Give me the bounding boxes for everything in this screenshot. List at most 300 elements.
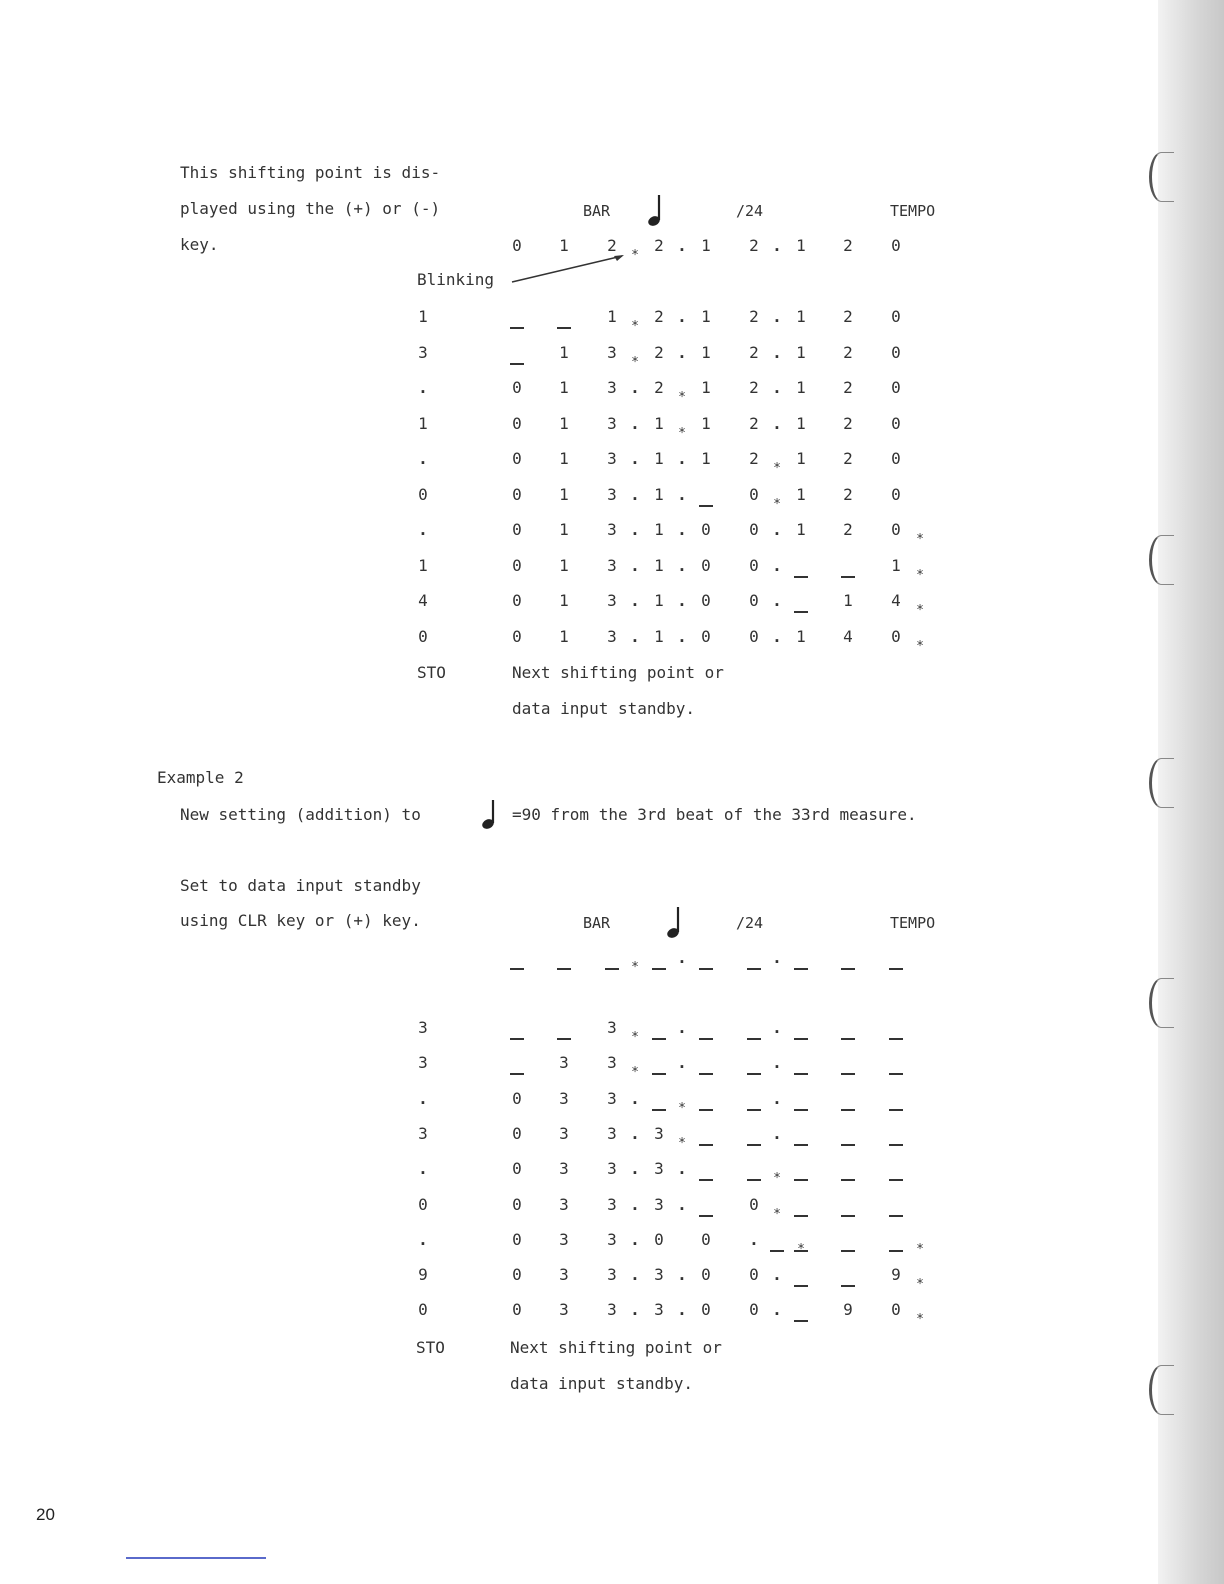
blank-digit — [841, 1285, 855, 1287]
display-digit: 2 — [654, 236, 664, 255]
display-digit: 3 — [654, 1265, 664, 1285]
key-pressed: 1 — [418, 307, 428, 326]
display-digit: 3 — [559, 1053, 569, 1073]
binder-hole — [1149, 535, 1174, 585]
display-digit: 3 — [559, 1159, 569, 1179]
separator-dot: . — [772, 591, 782, 610]
cursor-star: * — [631, 960, 639, 975]
separator-dot: . — [677, 1053, 687, 1073]
display-digit: 2 — [843, 413, 853, 433]
key-pressed: 4 — [418, 591, 428, 610]
blank-digit — [794, 1179, 808, 1181]
display-digit: 1 — [796, 307, 806, 326]
blank-digit — [699, 1179, 713, 1181]
display-digit: 0 — [512, 1159, 522, 1179]
display-digit: 0 — [891, 236, 901, 255]
separator-dot: . — [630, 449, 640, 468]
display-digit: 0 — [512, 1123, 522, 1143]
separator-dot: . — [772, 1088, 782, 1108]
blank-digit — [889, 1109, 903, 1111]
binder-hole — [1149, 758, 1174, 808]
blank-digit — [652, 968, 666, 970]
key-pressed: . — [418, 1088, 428, 1108]
separator-dot: . — [772, 236, 782, 255]
display-digit: 0 — [512, 236, 522, 255]
separator-dot: . — [630, 413, 640, 433]
separator-dot: . — [772, 626, 782, 646]
example-desc: =90 from the 3rd beat of the 33rd measure. — [512, 805, 917, 824]
display-digit: 0 — [891, 378, 901, 397]
quarter-note-icon — [481, 798, 499, 832]
display-digit: 1 — [559, 626, 569, 646]
display-digit: 3 — [654, 1300, 664, 1320]
display-digit: 2 — [749, 413, 759, 433]
display-digit: 0 — [512, 449, 522, 468]
display-digit: 2 — [843, 484, 853, 504]
display-digit: 3 — [607, 378, 617, 397]
display-digit: 0 — [891, 520, 901, 539]
display-digit: 3 — [607, 591, 617, 610]
key-pressed: . — [418, 1159, 428, 1179]
display-digit: 1 — [891, 555, 901, 575]
blank-digit — [747, 968, 761, 970]
display-digit: 1 — [559, 342, 569, 362]
cursor-star: * — [631, 354, 639, 370]
display-digit: 1 — [654, 484, 664, 504]
key-pressed: 1 — [418, 413, 428, 433]
blank-digit — [510, 1038, 524, 1040]
key-pressed: . — [418, 449, 428, 468]
setup-line: Set to data input standby — [180, 876, 421, 895]
display-digit: 0 — [749, 1194, 759, 1214]
display-digit: 3 — [607, 520, 617, 539]
separator-dot: . — [772, 1300, 782, 1320]
display-digit: 2 — [843, 342, 853, 362]
blank-digit — [652, 1038, 666, 1040]
blank-digit — [841, 1179, 855, 1181]
sto-text: Next shifting point or — [510, 1338, 722, 1357]
display-digit: 0 — [749, 1300, 759, 1320]
display-digit: 0 — [701, 555, 711, 575]
display-digit: 0 — [749, 555, 759, 575]
display-digit: 3 — [607, 1229, 617, 1249]
blank-digit — [841, 1215, 855, 1217]
display-digit: 3 — [607, 1088, 617, 1108]
display-digit: 3 — [559, 1088, 569, 1108]
blinking-label: Blinking — [417, 270, 495, 289]
display-digit: 0 — [654, 1229, 664, 1249]
display-digit: 0 — [512, 626, 522, 646]
blank-digit — [794, 1285, 808, 1287]
blank-digit — [747, 1144, 761, 1146]
display-digit: 3 — [607, 555, 617, 575]
separator-dot: . — [677, 342, 687, 362]
separator-dot: . — [677, 449, 687, 468]
display-digit: 1 — [701, 378, 711, 397]
separator-dot: . — [677, 236, 687, 255]
cursor-star: * — [916, 603, 924, 618]
display-digit: 1 — [607, 307, 617, 326]
display-digit: 1 — [654, 413, 664, 433]
display-digit: 1 — [796, 484, 806, 504]
header-tempo: TEMPO — [890, 914, 936, 932]
separator-dot: . — [772, 378, 782, 397]
display-digit: 1 — [559, 449, 569, 468]
display-digit: 3 — [654, 1159, 664, 1179]
display-digit: 0 — [891, 1300, 901, 1320]
display-digit: 1 — [654, 520, 664, 539]
separator-dot: . — [772, 1265, 782, 1285]
blank-digit — [841, 968, 855, 970]
display-digit: 2 — [749, 378, 759, 397]
cursor-star: * — [678, 1100, 686, 1116]
display-digit: 2 — [607, 236, 617, 255]
sto-key: STO — [417, 663, 446, 682]
cursor-star: * — [678, 1135, 686, 1151]
display-digit: 0 — [891, 484, 901, 504]
separator-dot: . — [677, 484, 687, 504]
display-digit: 1 — [654, 449, 664, 468]
display-digit: 0 — [701, 520, 711, 539]
cursor-star: * — [916, 532, 924, 547]
display-digit: 0 — [891, 449, 901, 468]
separator-dot: . — [772, 307, 782, 326]
display-digit: 0 — [701, 591, 711, 610]
blank-digit — [841, 1038, 855, 1040]
separator-dot: . — [630, 1229, 640, 1249]
display-digit: 0 — [891, 626, 901, 646]
display-digit: 9 — [891, 1265, 901, 1285]
header-per24: /24 — [736, 202, 764, 220]
blank-digit — [889, 1179, 903, 1181]
separator-dot: . — [630, 591, 640, 610]
blank-digit — [841, 1144, 855, 1146]
blank-digit — [794, 1215, 808, 1217]
display-digit: 2 — [843, 236, 853, 255]
intro-line: played using the (+) or (-) — [180, 199, 441, 218]
display-digit: 1 — [559, 484, 569, 504]
display-digit: 0 — [512, 1300, 522, 1320]
blank-digit — [794, 1073, 808, 1075]
separator-dot: . — [630, 484, 640, 504]
binder-hole — [1149, 152, 1174, 202]
binder-hole — [1149, 1365, 1174, 1415]
display-digit: 3 — [607, 1265, 617, 1285]
separator-dot: . — [677, 1018, 687, 1037]
cursor-star: * — [773, 461, 781, 476]
blank-digit — [699, 1073, 713, 1075]
display-digit: 2 — [654, 307, 664, 326]
display-digit: 1 — [796, 342, 806, 362]
blank-digit — [889, 968, 903, 970]
header-bar: BAR — [583, 202, 611, 220]
display-digit: 2 — [843, 520, 853, 539]
display-digit: 1 — [654, 626, 664, 646]
display-digit: 1 — [701, 307, 711, 326]
display-digit: 0 — [749, 484, 759, 504]
separator-dot: . — [677, 1265, 687, 1285]
blank-digit — [841, 576, 855, 578]
cursor-star: * — [631, 248, 639, 263]
cursor-star: * — [916, 1277, 924, 1293]
blank-digit — [794, 576, 808, 578]
display-digit: 3 — [559, 1123, 569, 1143]
display-digit: 1 — [701, 449, 711, 468]
blank-digit — [510, 1073, 524, 1075]
blank-digit — [747, 1038, 761, 1040]
separator-dot: . — [630, 626, 640, 646]
separator-dot: . — [677, 520, 687, 539]
display-digit: 0 — [749, 1265, 759, 1285]
separator-dot: . — [677, 626, 687, 646]
cursor-star: * — [916, 1241, 924, 1257]
cursor-star: * — [631, 319, 639, 334]
separator-dot: . — [630, 1265, 640, 1285]
cursor-star: * — [678, 390, 686, 405]
blank-digit — [794, 1144, 808, 1146]
cursor-star: * — [916, 567, 924, 583]
display-digit: 3 — [559, 1229, 569, 1249]
blank-digit — [841, 1109, 855, 1111]
blank-digit — [699, 1215, 713, 1217]
separator-dot: . — [677, 1159, 687, 1179]
separator-dot: . — [772, 413, 782, 433]
display-digit: 0 — [749, 626, 759, 646]
intro-line: key. — [180, 235, 219, 254]
display-digit: 1 — [559, 555, 569, 575]
display-digit: 2 — [749, 342, 759, 362]
display-digit: 1 — [796, 520, 806, 539]
quarter-note-icon — [665, 905, 685, 941]
display-digit: 0 — [512, 1088, 522, 1108]
display-digit: 2 — [749, 307, 759, 326]
display-digit: 3 — [559, 1265, 569, 1285]
separator-dot: . — [677, 1194, 687, 1214]
blank-digit — [605, 968, 619, 970]
display-digit: 3 — [607, 1159, 617, 1179]
key-pressed: 3 — [418, 1053, 428, 1073]
separator-dot: . — [772, 520, 782, 539]
blank-digit — [699, 968, 713, 970]
display-digit: 3 — [607, 1300, 617, 1320]
display-digit: 0 — [512, 1265, 522, 1285]
separator-dot: . — [772, 342, 782, 362]
blank-digit — [747, 1109, 761, 1111]
page-number: 20 — [36, 1505, 55, 1524]
display-digit: 1 — [796, 413, 806, 433]
display-digit: 2 — [843, 307, 853, 326]
blank-digit — [699, 1038, 713, 1040]
key-pressed: . — [418, 1229, 428, 1249]
key-pressed: 0 — [418, 1300, 428, 1320]
separator-dot: . — [677, 1300, 687, 1320]
display-digit: 2 — [654, 342, 664, 362]
display-digit: 0 — [891, 307, 901, 326]
intro-line: This shifting point is dis- — [180, 163, 441, 182]
separator-dot: . — [749, 1229, 759, 1249]
display-digit: 3 — [607, 413, 617, 433]
display-digit: 0 — [891, 413, 901, 433]
display-digit: 9 — [843, 1300, 853, 1320]
separator-dot: . — [630, 1194, 640, 1214]
display-digit: 1 — [796, 626, 806, 646]
separator-dot: . — [677, 591, 687, 610]
display-digit: 3 — [607, 449, 617, 468]
display-digit: 0 — [512, 484, 522, 504]
example-desc: New setting (addition) to — [180, 805, 421, 824]
sto-key: STO — [416, 1338, 445, 1357]
header-bar: BAR — [583, 914, 611, 932]
display-digit: 3 — [607, 342, 617, 362]
cursor-star: * — [631, 1065, 639, 1081]
display-digit: 0 — [512, 591, 522, 610]
display-digit: 0 — [512, 413, 522, 433]
sto-text: data input standby. — [512, 699, 696, 718]
cursor-star: * — [631, 1030, 639, 1045]
blank-digit — [889, 1215, 903, 1217]
display-digit: 1 — [559, 378, 569, 397]
key-pressed: 9 — [418, 1265, 428, 1285]
setup-line: using CLR key or (+) key. — [180, 911, 421, 930]
display-digit: 3 — [559, 1194, 569, 1214]
display-digit: 3 — [607, 1018, 617, 1037]
display-digit: 3 — [559, 1300, 569, 1320]
blank-digit — [889, 1073, 903, 1075]
separator-dot: . — [772, 555, 782, 575]
blank-digit — [841, 1073, 855, 1075]
blank-digit — [794, 968, 808, 970]
cursor-star: * — [678, 425, 686, 441]
display-digit: 2 — [749, 449, 759, 468]
blank-digit — [794, 1109, 808, 1111]
display-digit: 3 — [607, 1123, 617, 1143]
display-digit: 0 — [701, 1265, 711, 1285]
separator-dot: . — [630, 1088, 640, 1108]
display-digit: 1 — [559, 413, 569, 433]
separator-dot: . — [630, 1159, 640, 1179]
display-digit: 0 — [701, 1300, 711, 1320]
cursor-star: * — [773, 1171, 781, 1187]
blank-digit — [770, 1250, 784, 1252]
display-digit: 0 — [701, 1229, 711, 1249]
blank-digit — [652, 1073, 666, 1075]
example-heading: Example 2 — [157, 768, 244, 787]
display-digit: 0 — [512, 378, 522, 397]
key-pressed: 3 — [418, 1123, 428, 1143]
display-digit: 1 — [796, 378, 806, 397]
blank-digit — [889, 1038, 903, 1040]
footer-rule — [126, 1557, 266, 1559]
separator-dot: . — [677, 948, 687, 967]
display-digit: 0 — [891, 342, 901, 362]
separator-dot: . — [630, 520, 640, 539]
display-digit: 1 — [559, 520, 569, 539]
blank-digit — [794, 1038, 808, 1040]
blank-digit — [889, 1250, 903, 1252]
key-pressed: 0 — [418, 484, 428, 504]
display-digit: 0 — [512, 1229, 522, 1249]
cursor-star: * — [773, 1206, 781, 1222]
display-digit: 0 — [749, 591, 759, 610]
separator-dot: . — [630, 1123, 640, 1143]
sto-text: Next shifting point or — [512, 663, 724, 682]
blank-digit — [510, 363, 524, 365]
blank-digit — [747, 1073, 761, 1075]
blinking-arrow — [510, 250, 630, 290]
display-digit: 3 — [607, 484, 617, 504]
blank-digit — [794, 1250, 808, 1252]
display-digit: 1 — [796, 236, 806, 255]
separator-dot: . — [630, 555, 640, 575]
blank-digit — [557, 327, 571, 329]
separator-dot: . — [630, 1300, 640, 1320]
display-digit: 0 — [749, 520, 759, 539]
display-digit: 1 — [559, 591, 569, 610]
display-digit: 1 — [654, 591, 664, 610]
display-digit: 1 — [701, 342, 711, 362]
cursor-star: * — [916, 1312, 924, 1328]
display-digit: 1 — [843, 591, 853, 610]
key-pressed: 3 — [418, 1018, 428, 1037]
display-digit: 4 — [843, 626, 853, 646]
blank-digit — [889, 1144, 903, 1146]
display-digit: 1 — [654, 555, 664, 575]
display-digit: 3 — [607, 1053, 617, 1073]
header-tempo: TEMPO — [890, 202, 936, 220]
display-digit: 4 — [891, 591, 901, 610]
blank-digit — [841, 1250, 855, 1252]
blank-digit — [557, 968, 571, 970]
sto-text: data input standby. — [510, 1374, 694, 1393]
separator-dot: . — [677, 307, 687, 326]
display-digit: 0 — [512, 1194, 522, 1214]
key-pressed: . — [418, 520, 428, 539]
blank-digit — [747, 1179, 761, 1181]
blank-digit — [652, 1109, 666, 1111]
header-per24: /24 — [736, 914, 764, 932]
blank-digit — [699, 1144, 713, 1146]
cursor-star: * — [916, 638, 924, 654]
separator-dot: . — [772, 948, 782, 967]
display-digit: 1 — [701, 236, 711, 255]
display-digit: 3 — [607, 1194, 617, 1214]
display-digit: 2 — [843, 378, 853, 397]
display-digit: 0 — [512, 555, 522, 575]
key-pressed: 0 — [418, 1194, 428, 1214]
binder-hole — [1149, 978, 1174, 1028]
blank-digit — [794, 1320, 808, 1322]
key-pressed: . — [418, 378, 428, 397]
blank-digit — [557, 1038, 571, 1040]
display-digit: 2 — [843, 449, 853, 468]
display-digit: 3 — [654, 1194, 664, 1214]
key-pressed: 3 — [418, 342, 428, 362]
separator-dot: . — [772, 1018, 782, 1037]
blank-digit — [699, 505, 713, 507]
display-digit: 0 — [701, 626, 711, 646]
blank-digit — [510, 968, 524, 970]
display-digit: 0 — [512, 520, 522, 539]
blank-digit — [510, 327, 524, 329]
key-pressed: 0 — [418, 626, 428, 646]
display-digit: 2 — [654, 378, 664, 397]
display-digit: 3 — [607, 626, 617, 646]
display-digit: 1 — [796, 449, 806, 468]
quarter-note-icon — [646, 193, 666, 229]
cursor-star: * — [773, 496, 781, 512]
display-digit: 2 — [749, 236, 759, 255]
key-pressed: 1 — [418, 555, 428, 575]
